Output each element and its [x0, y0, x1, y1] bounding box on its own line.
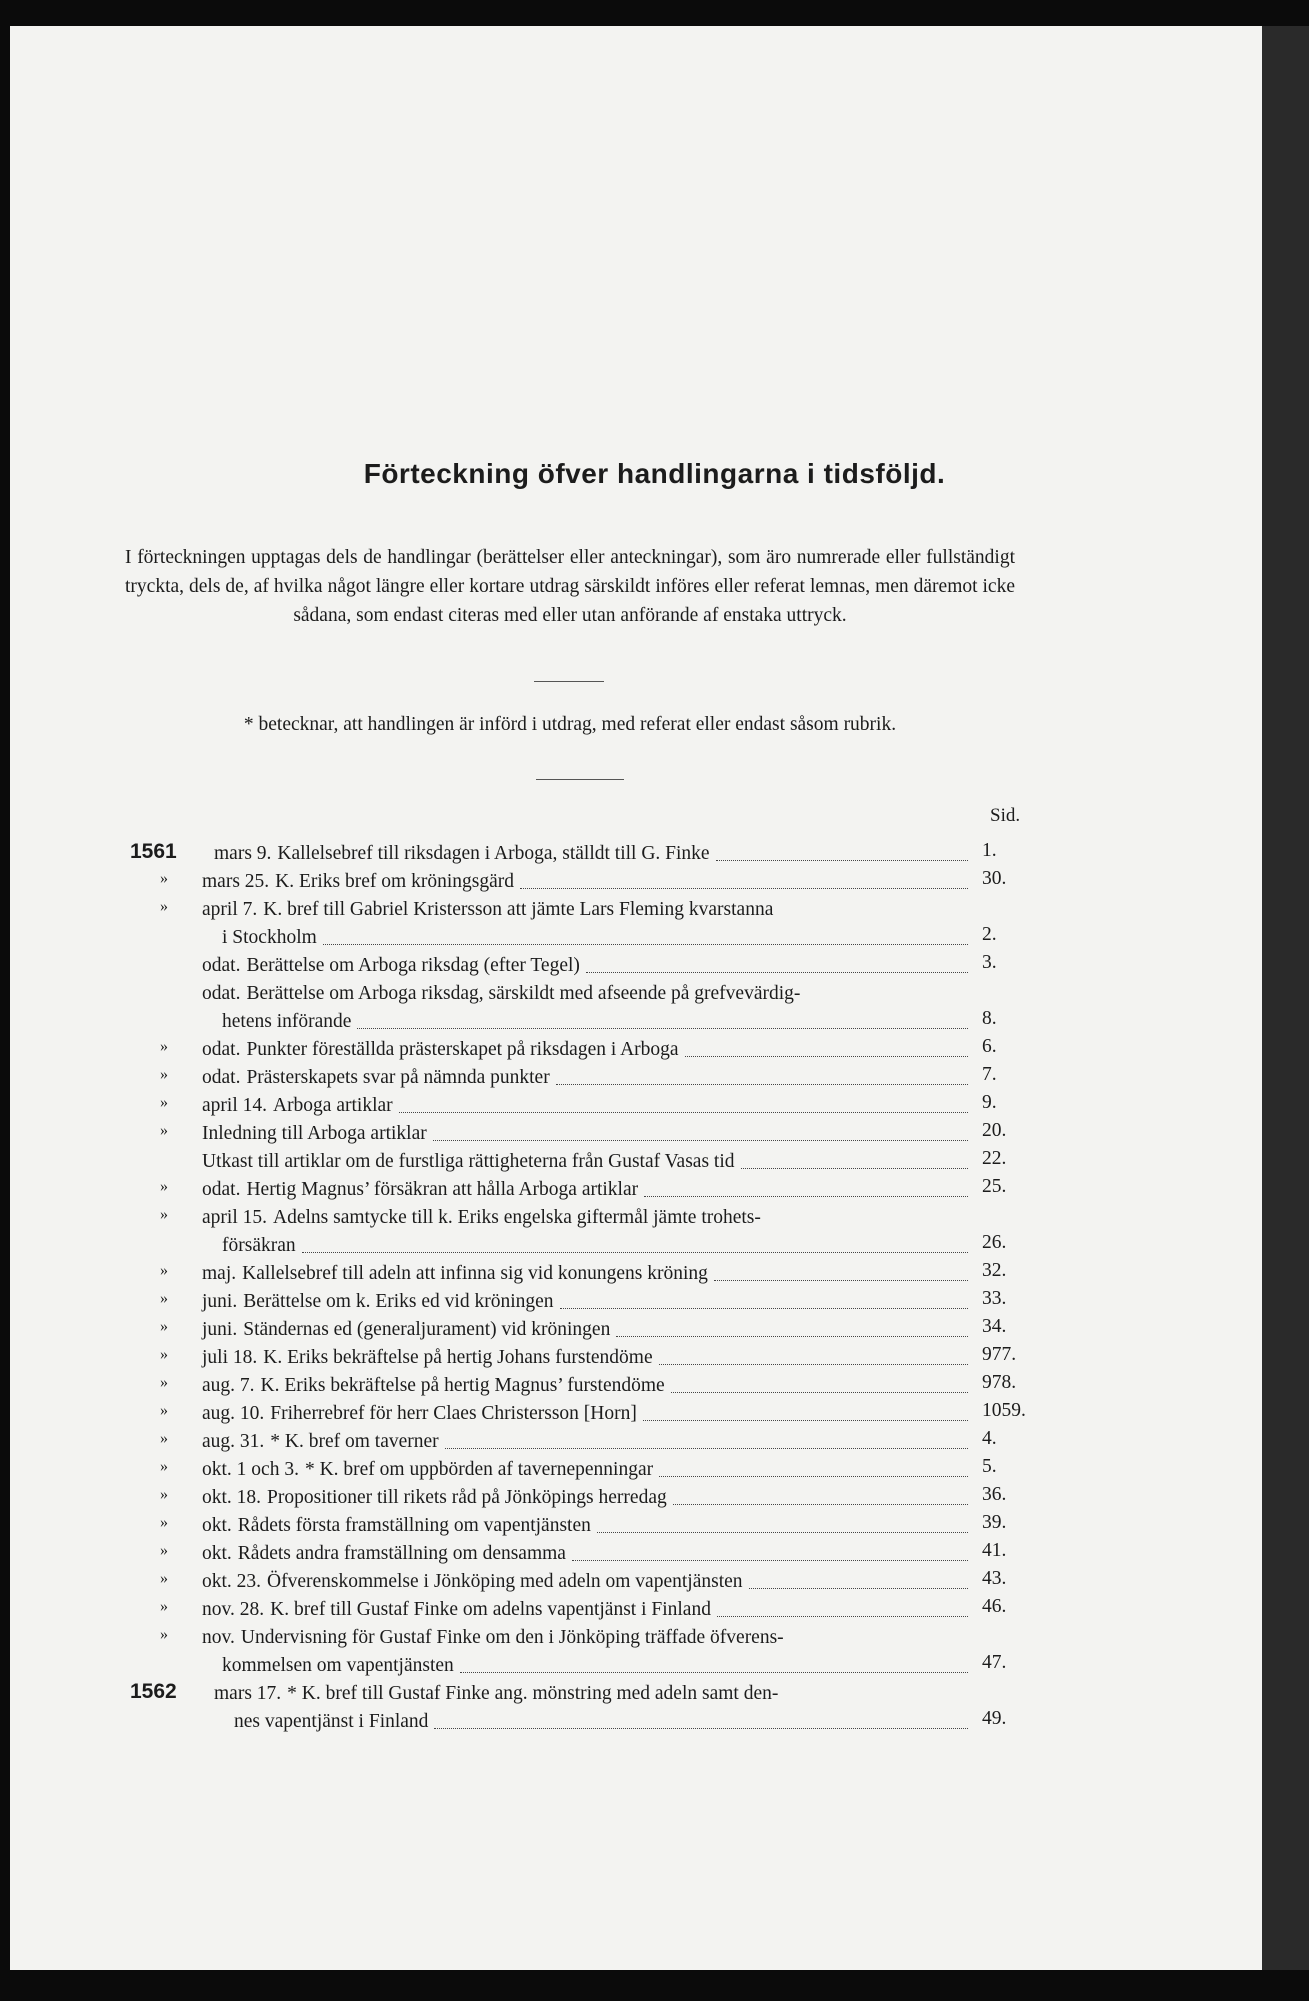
- entry-page-number: 46.: [982, 1596, 1007, 1617]
- page-title: Förteckning öfver handlingarna i tidsföljd.: [363, 458, 946, 489]
- entry-text: [202, 1092, 968, 1120]
- ditto-mark: »: [160, 1486, 168, 1503]
- dot-leader: [399, 1111, 968, 1113]
- entry-page-number: 43.: [982, 1568, 1007, 1589]
- ditto-mark: »: [160, 1318, 168, 1335]
- entry-text: [202, 980, 968, 1036]
- entry-date: odat.: [202, 1067, 241, 1088]
- entry-title: * K. bref om uppbörden af tavernepenningar: [304, 1459, 654, 1480]
- dot-leader: [560, 1307, 968, 1309]
- entry-page-number: 6.: [982, 1036, 997, 1057]
- dot-leader: [644, 1195, 968, 1197]
- entry-title: Friherrebref för herr Claes Christersson [Horn]: [270, 1403, 637, 1424]
- ditto-mark: »: [160, 898, 168, 915]
- entry-date: juni.: [202, 1319, 238, 1340]
- entry-title: K. Eriks bekräftelse på hertig Magnus’ furstendöme: [260, 1375, 665, 1396]
- entry-page-number: 5.: [982, 1456, 997, 1477]
- dot-leader: [616, 1335, 968, 1337]
- entry-date: aug. 31.: [202, 1431, 265, 1452]
- dot-leader: [434, 1727, 968, 1729]
- entry-page-number: 49.: [982, 1708, 1007, 1729]
- dot-leader: [572, 1559, 968, 1561]
- dot-leader: [460, 1671, 968, 1673]
- entry-title: Öfverenskommelse i Jönköping med adeln om vapentjänsten: [267, 1571, 743, 1592]
- entry-page-number: 8.: [982, 1008, 997, 1029]
- dot-leader: [659, 1475, 968, 1477]
- ditto-mark: »: [160, 1038, 168, 1055]
- dot-leader: [685, 1055, 968, 1057]
- dot-leader: [717, 1615, 968, 1617]
- dot-leader: [714, 1279, 968, 1281]
- entry-page-number: 47.: [982, 1652, 1007, 1673]
- entry-page-number: 2.: [982, 924, 997, 945]
- ditto-mark: »: [160, 1094, 168, 1111]
- entry-date: nov. 28.: [202, 1599, 265, 1620]
- entry-text: [202, 1344, 968, 1372]
- entry-title: Utkast till artiklar om de furstliga rättigheterna från Gustaf Vasas tid: [202, 1151, 735, 1172]
- entry-page-number: 39.: [982, 1512, 1007, 1533]
- dot-leader: [643, 1419, 968, 1421]
- entry-date: mars 9.: [214, 843, 272, 864]
- entry-title: K. Eriks bekräftelse på hertig Johans furstendöme: [263, 1347, 653, 1368]
- entry-text: [202, 896, 968, 952]
- entry-title: Berättelse om Arboga riksdag (efter Tegel): [246, 955, 580, 976]
- entry-date: juli 18.: [202, 1347, 258, 1368]
- entry-date: odat.: [202, 1039, 241, 1060]
- entry-page-number: 9.: [982, 1092, 997, 1113]
- entry-title: Rådets andra framställning om densamma: [237, 1543, 566, 1564]
- entry-title: Hertig Magnus’ försäkran att hålla Arboga artiklar: [246, 1179, 639, 1200]
- entry-date: april 15.: [202, 1207, 267, 1228]
- dot-leader: [659, 1363, 968, 1365]
- entry-text: [202, 1036, 968, 1064]
- dot-leader: [357, 1027, 968, 1029]
- entry-date: okt.: [202, 1543, 232, 1564]
- entry-date: okt. 23.: [202, 1571, 262, 1592]
- entry-text: [202, 1596, 968, 1624]
- entry-text: [202, 1120, 968, 1148]
- entry-page-number: 4.: [982, 1428, 997, 1449]
- entry-title: Undervisning för Gustaf Finke om den i Jönköping träffade öfverens-: [240, 1627, 784, 1648]
- entry-page-number: 34.: [982, 1316, 1007, 1337]
- dot-leader: [749, 1587, 968, 1589]
- ditto-mark: »: [160, 1598, 168, 1615]
- ditto-mark: »: [160, 1122, 168, 1139]
- entry-title: Propositioner till rikets råd på Jönköpings herredag: [267, 1487, 667, 1508]
- entry-text: [202, 1624, 968, 1680]
- asterisk-legend: * betecknar, att handlingen är införd i utdrag, med referat eller endast såsom rubrik.: [243, 714, 897, 735]
- ditto-mark: »: [160, 1374, 168, 1391]
- entry-text: [202, 1456, 968, 1484]
- entry-page-number: 33.: [982, 1288, 1007, 1309]
- ditto-mark: »: [160, 870, 168, 887]
- dot-leader: [556, 1083, 968, 1085]
- dot-leader: [520, 887, 968, 889]
- entry-title: Rådets första framställning om vapentjänsten: [237, 1515, 591, 1536]
- entry-title: Kallelsebref till riksdagen i Arboga, ställdt till G. Finke: [277, 843, 710, 864]
- entry-date: juni.: [202, 1291, 238, 1312]
- entry-text: [202, 1148, 968, 1176]
- entry-continuation: i Stockholm: [222, 927, 317, 948]
- entry-page-number: 30.: [982, 868, 1007, 889]
- entry-date: odat.: [202, 1179, 241, 1200]
- ditto-mark: »: [160, 1570, 168, 1587]
- entry-year: 1561: [130, 840, 177, 863]
- entry-date: aug. 10.: [202, 1403, 265, 1424]
- entry-title: * K. bref om taverner: [270, 1431, 439, 1452]
- ditto-mark: »: [160, 1206, 168, 1223]
- entry-page-number: 26.: [982, 1232, 1007, 1253]
- entry-continuation: hetens införande: [222, 1011, 352, 1032]
- ditto-mark: »: [160, 1066, 168, 1083]
- entry-title: K. bref till Gabriel Kristersson att jämte Lars Fleming kvarstanna: [263, 899, 774, 920]
- entry-text: [202, 952, 968, 980]
- entry-text: [202, 1316, 968, 1344]
- entry-date: maj.: [202, 1263, 237, 1284]
- dot-leader: [586, 971, 968, 973]
- dot-leader: [741, 1167, 969, 1169]
- entry-page-number: 977.: [982, 1344, 1017, 1365]
- entry-date: nov.: [202, 1627, 235, 1648]
- entry-text: [214, 1680, 968, 1736]
- entry-text: [202, 1260, 968, 1288]
- entry-page-number: 20.: [982, 1120, 1007, 1141]
- entry-text: [214, 840, 968, 868]
- entry-title: Kallelsebref till adeln att infinna sig vid konungens kröning: [242, 1263, 708, 1284]
- entry-date: okt. 1 och 3.: [202, 1459, 299, 1480]
- ditto-mark: »: [160, 1626, 168, 1643]
- ditto-mark: »: [160, 1290, 168, 1307]
- entry-title: Adelns samtycke till k. Eriks engelska giftermål jämte trohets-: [272, 1207, 761, 1228]
- dot-leader: [597, 1531, 968, 1533]
- entry-title: Inledning till Arboga artiklar: [202, 1123, 427, 1144]
- entry-date: april 7.: [202, 899, 258, 920]
- entry-date: mars 17.: [214, 1683, 282, 1704]
- entry-text: [202, 1400, 968, 1428]
- entry-title: Arboga artiklar: [272, 1095, 393, 1116]
- entry-date: odat.: [202, 983, 241, 1004]
- entry-continuation: försäkran: [222, 1235, 296, 1256]
- entry-text: [202, 1428, 968, 1456]
- entry-text: [202, 1372, 968, 1400]
- entry-date: odat.: [202, 955, 241, 976]
- dot-leader: [302, 1251, 968, 1253]
- entry-page-number: 1059.: [982, 1400, 1026, 1421]
- entry-page-number: 41.: [982, 1540, 1007, 1561]
- entry-page-number: 7.: [982, 1064, 997, 1085]
- entry-text: [202, 1540, 968, 1568]
- entry-year: 1562: [130, 1680, 177, 1703]
- entry-title: Berättelse om k. Eriks ed vid kröningen: [243, 1291, 554, 1312]
- ditto-mark: »: [160, 1542, 168, 1559]
- entry-title: K. bref till Gustaf Finke om adelns vapentjänst i Finland: [270, 1599, 711, 1620]
- entry-page-number: 22.: [982, 1148, 1007, 1169]
- entry-title: Prästerskapets svar på nämnda punkter: [246, 1067, 550, 1088]
- entry-text: [202, 1176, 968, 1204]
- entry-text: [202, 868, 968, 896]
- entry-date: april 14.: [202, 1095, 267, 1116]
- entry-continuation: nes vapentjänst i Finland: [234, 1711, 429, 1732]
- entry-page-number: 978.: [982, 1372, 1017, 1393]
- dot-leader: [671, 1391, 968, 1393]
- dot-leader: [323, 943, 968, 945]
- entry-continuation: kommelsen om vapentjänsten: [222, 1655, 454, 1676]
- page-column-label: Sid.: [990, 805, 1021, 826]
- dot-leader: [433, 1139, 968, 1141]
- entry-text: [202, 1204, 968, 1260]
- entry-text: [202, 1064, 968, 1092]
- entry-date: okt.: [202, 1515, 232, 1536]
- ditto-mark: »: [160, 1430, 168, 1447]
- entry-title: K. Eriks bref om kröningsgärd: [275, 871, 514, 892]
- ditto-mark: »: [160, 1402, 168, 1419]
- entry-date: okt. 18.: [202, 1487, 262, 1508]
- entry-title: Ständernas ed (generaljurament) vid kröningen: [243, 1319, 611, 1340]
- ditto-mark: »: [160, 1346, 168, 1363]
- entry-title: Berättelse om Arboga riksdag, särskildt med afseende på grefvevärdig-: [246, 983, 801, 1004]
- ditto-mark: »: [160, 1514, 168, 1531]
- entry-page-number: 3.: [982, 952, 997, 973]
- ditto-mark: »: [160, 1178, 168, 1195]
- entry-page-number: 32.: [982, 1260, 1007, 1281]
- ditto-mark: »: [160, 1262, 168, 1279]
- entry-page-number: 36.: [982, 1484, 1007, 1505]
- entry-date: aug. 7.: [202, 1375, 255, 1396]
- entry-date: mars 25.: [202, 871, 270, 892]
- entry-title: Punkter föreställda prästerskapet på riksdagen i Arboga: [246, 1039, 679, 1060]
- entry-text: [202, 1288, 968, 1316]
- entry-title: * K. bref till Gustaf Finke ang. mönstring med adeln samt den-: [287, 1683, 779, 1704]
- ditto-mark: »: [160, 1458, 168, 1475]
- dot-leader: [445, 1447, 968, 1449]
- dot-leader: [673, 1503, 968, 1505]
- dot-leader: [716, 859, 968, 861]
- entry-text: [202, 1568, 968, 1596]
- entry-page-number: 25.: [982, 1176, 1007, 1197]
- intro-paragraph: I förteckningen upptagas dels de handlingar (berättelser eller anteckningar), som äro numrerade eller fullständigt tryckta, dels de, af hvilka något längre eller kortare utdrag särskildt införes eller referat lemnas, men däremot icke sådana, som endast citeras med eller utan anförande af enstaka uttryck.: [125, 547, 1015, 626]
- entry-text: [202, 1512, 968, 1540]
- entry-text: [202, 1484, 968, 1512]
- entry-page-number: 1.: [982, 840, 997, 861]
